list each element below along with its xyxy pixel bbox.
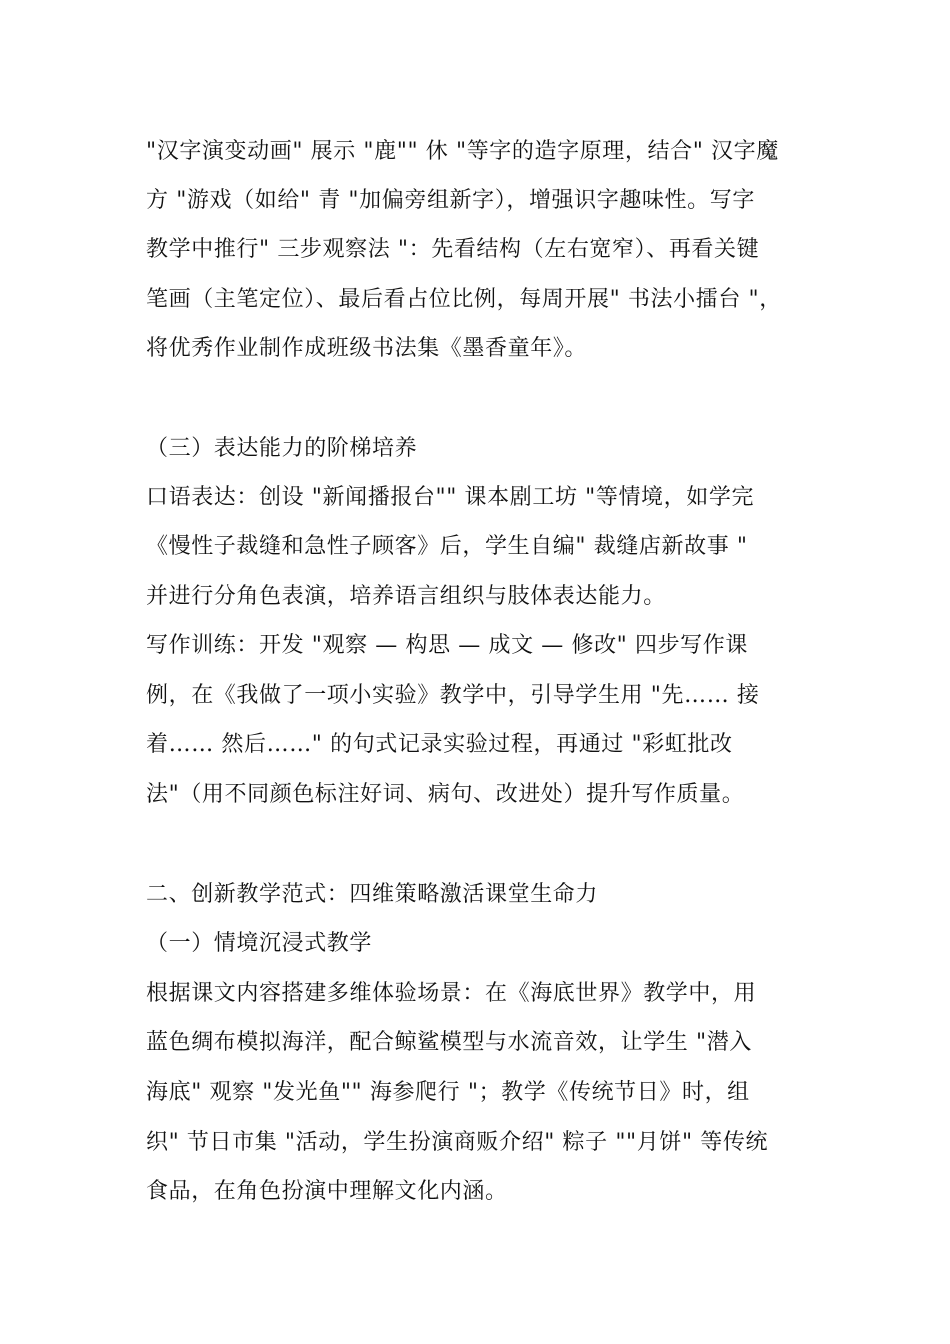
section-heading: （三）表达能力的阶梯培养: [146, 436, 418, 461]
paragraph-line: "汉字演变动画" 展示 "鹿"" 休 "等字的造字原理，结合" 汉字魔: [146, 139, 779, 164]
paragraph-line: 例，在《我做了一项小实验》教学中，引导学生用 "先…… 接: [146, 683, 760, 708]
paragraph-line: 将优秀作业制作成班级书法集《墨香童年》。: [146, 336, 588, 361]
paragraph-line: 食品，在角色扮演中理解文化内涵。: [146, 1179, 508, 1204]
paragraph-line: 根据课文内容搭建多维体验场景：在《海底世界》教学中，用: [146, 981, 757, 1006]
paragraph-line: 法"（用不同颜色标注好词、病句、改进处）提升写作质量。: [146, 782, 745, 807]
paragraph-line: 方 "游戏（如给" 青 "加偏旁组新字），增强识字趣味性。写字: [146, 188, 755, 213]
paragraph-line: 并进行分角色表演，培养语言组织与肢体表达能力。: [146, 584, 666, 609]
paragraph-line: 着…… 然后……" 的句式记录实验过程，再通过 "彩虹批改: [146, 732, 733, 757]
paragraph-line: 蓝色绸布模拟海洋，配合鲸鲨模型与水流音效，让学生 "潜入: [146, 1030, 752, 1055]
paragraph-line: 写作训练：开发 "观察 — 构思 — 成文 — 修改" 四步写作课: [146, 633, 748, 658]
paragraph-line: 口语表达：创设 "新闻播报台"" 课本剧工坊 "等情境，如学完: [146, 485, 755, 510]
paragraph-line: 海底" 观察 "发光鱼"" 海参爬行 "；教学《传统节日》时，组: [146, 1080, 750, 1105]
paragraph-line: 教学中推行" 三步观察法 "：先看结构（左右宽窄）、再看关键: [146, 237, 760, 262]
chapter-heading: 二、创新教学范式：四维策略激活课堂生命力: [146, 882, 599, 907]
paragraph-line: 笔画（主笔定位）、最后看占位比例，每周开展" 书法小擂台 "，: [146, 287, 782, 312]
paragraph-line: 织" 节日市集 "活动，学生扮演商贩介绍" 粽子 ""月饼" 等传统: [146, 1130, 769, 1155]
paragraph-line: 《慢性子裁缝和急性子顾客》后，学生自编" 裁缝店新故事 ": [146, 534, 748, 559]
section-heading: （一）情境沉浸式教学: [146, 931, 373, 956]
